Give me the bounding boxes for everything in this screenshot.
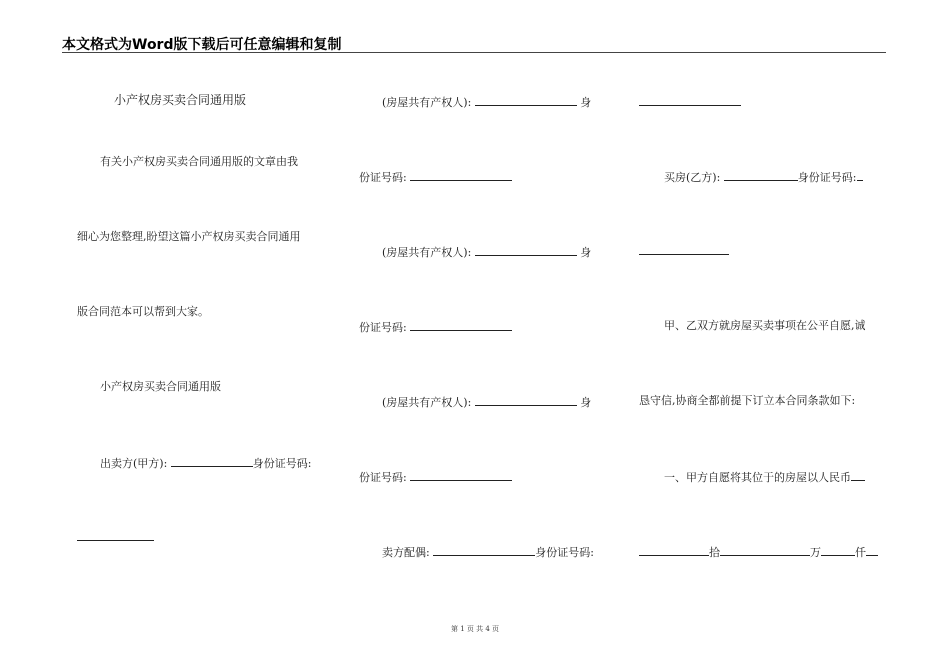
seller-id-label: 身份证号码:: [252, 457, 312, 470]
co-owner-line-3: [382, 394, 591, 409]
price-blank-2: [720, 544, 810, 556]
buyer-label: 买房(乙方):: [664, 171, 721, 184]
id-label: 份证号码:: [359, 471, 407, 484]
intro-line-1: 有关小产权房买卖合同通用版的文章由我: [100, 155, 298, 168]
header-rule: [62, 52, 886, 53]
seller-line: [100, 455, 312, 470]
contract-subtitle: 小产权房买卖合同通用版: [100, 380, 221, 393]
co-owner-blank: [475, 394, 577, 406]
price-line: [639, 544, 878, 559]
wan-char: 万: [810, 546, 821, 559]
co-owner-id-line-2: [359, 319, 512, 334]
buyer-id-label: 身份证号码:: [797, 171, 857, 184]
co-owner-label: (房屋共有产权人):: [382, 396, 472, 409]
spouse-label: 卖方配偶:: [382, 546, 430, 559]
price-blank-3: [821, 544, 855, 556]
qian-char: 仟: [855, 546, 866, 559]
id-blank: [410, 469, 512, 481]
price-blank-4: [866, 544, 878, 556]
seller-label: 出卖方(甲方):: [100, 457, 168, 470]
id-label: 份证号码:: [359, 171, 407, 184]
co-owner-blank: [475, 94, 577, 106]
shen-char: 身: [580, 396, 592, 409]
co-owner-id-line-1: [359, 169, 512, 184]
intro-line-3: 版合同范本可以帮到大家。: [77, 305, 209, 318]
spouse-line: [382, 544, 594, 559]
clause-1-blank: [851, 469, 865, 481]
id-blank: [410, 319, 512, 331]
co-owner-blank: [475, 244, 577, 256]
shi-char: 拾: [709, 546, 720, 559]
spouse-id-label: 身份证号码:: [535, 546, 594, 559]
buyer-line: [664, 169, 863, 184]
buyer-id-blank: [857, 169, 863, 181]
clause-1-line: [664, 469, 865, 484]
clause-1-text: 一、甲方自愿将其位于的房屋以人民币: [664, 471, 851, 484]
co-owner-id-line-3: [359, 469, 512, 484]
co-owner-label: (房屋共有产权人):: [382, 246, 472, 259]
shen-char: 身: [580, 96, 592, 109]
document-header: 本文格式为Word版下载后可任意编辑和复制: [62, 37, 342, 53]
right-blank-2: [639, 254, 729, 255]
shen-char: 身: [580, 246, 592, 259]
id-label: 份证号码:: [359, 321, 407, 334]
page-number: 第 1 页 共 4 页: [450, 625, 500, 633]
id-blank: [410, 169, 512, 181]
agreement-line-2: 恳守信,协商全都前提下订立本合同条款如下:: [639, 394, 856, 407]
right-top-blank: [639, 105, 741, 106]
document-title: 小产权房买卖合同通用版: [114, 93, 247, 107]
co-owner-line-1: [382, 94, 591, 109]
spouse-blank: [433, 544, 535, 556]
seller-blank: [171, 455, 253, 467]
co-owner-line-2: [382, 244, 591, 259]
seller-id-blank: [77, 540, 154, 541]
agreement-line-1: 甲、乙双方就房屋买卖事项在公平自愿,诚: [664, 319, 866, 332]
buyer-blank: [724, 169, 798, 181]
intro-line-2: 细心为您整理,盼望这篇小产权房买卖合同通用: [77, 230, 301, 243]
price-blank-1: [639, 544, 709, 556]
co-owner-label: (房屋共有产权人):: [382, 96, 472, 109]
